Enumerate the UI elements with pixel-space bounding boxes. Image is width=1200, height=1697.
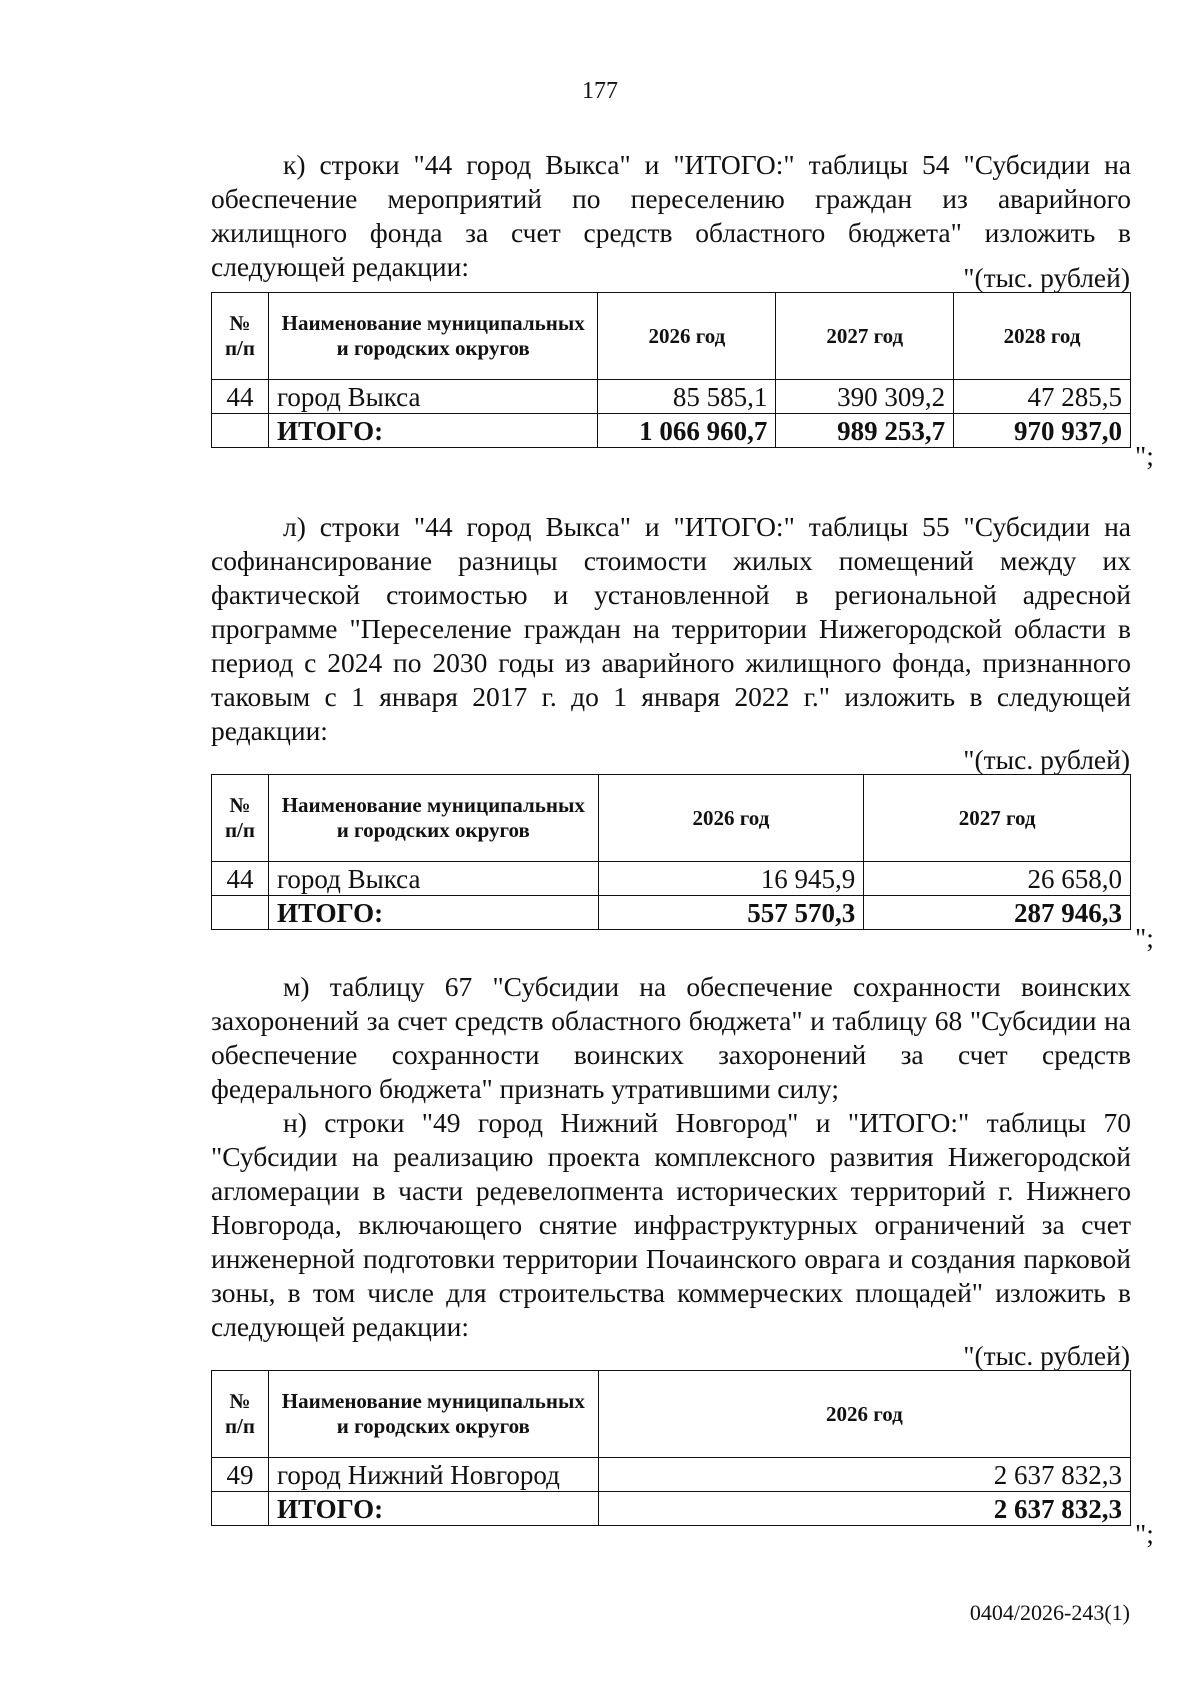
cell-2028: 47 285,5 [954,380,1131,414]
cell-total-2026: 1 066 960,7 [598,414,776,448]
header-index: № п/п [212,1371,269,1458]
cell-total-label: ИТОГО: [268,1492,598,1526]
cell-total-label: ИТОГО: [268,896,598,930]
paragraph-l: л) строки "44 город Выкса" и "ИТОГО:" таблицы 55 "Субсидии на софинансирование разницы стоимости жилых помещений между их фактической стоимостью и установленной в региональной адресной программе "Переселение граждан на территории Нижегородской области в период с 2024 по 2030 годы из аварийного жилищного фонда, признанного таковым с 1 января 2017 г. до 1 января 2022 г." изложить в следующей редакции: [211,511,1131,746]
table-header-row [212,775,1131,862]
table-total-row [212,1492,1131,1526]
table-70 [211,1370,1131,1526]
table-header-row [212,1371,1131,1458]
header-2027: 2027 год [776,293,954,380]
cell-name: город Выкса [268,380,597,414]
cell-total-2027: 989 253,7 [776,414,954,448]
header-name: Наименование муниципальных и городских округов [268,775,598,862]
cell-index [212,414,269,448]
closing-quote-k: "; [1135,440,1154,471]
cell-index [212,1492,269,1526]
header-index: № п/п [212,775,269,862]
cell-name: город Выкса [268,862,598,896]
paragraph-k: к) строки "44 город Выкса" и "ИТОГО:" таблицы 54 "Субсидии на обеспечение мероприятий по переселению граждан из аварийного жилищного фонда за счет средств областного бюджета" изложить в следующей редакции: [211,149,1131,282]
table-row [212,1458,1131,1492]
table-row [212,862,1131,896]
cell-index: 44 [212,862,269,896]
header-name: Наименование муниципальных и городских округов [268,293,597,380]
cell-name: город Нижний Новгород [268,1458,598,1492]
cell-index: 44 [212,380,269,414]
cell-total-2026: 557 570,3 [598,896,864,930]
cell-index: 49 [212,1458,269,1492]
header-2026: 2026 год [598,293,776,380]
paragraph-m: м) таблицу 67 "Субсидии на обеспечение сохранности воинских захоронений за счет средств областного бюджета" и таблицу 68 "Субсидии на обеспечение сохранности воинских захоронений за счет средств федерального бюджета" признать утратившими силу; [211,971,1131,1104]
units-label-n: "(тыс. рублей) [963,1340,1130,1371]
table-header-row [212,293,1131,380]
header-2026: 2026 год [598,1371,1130,1458]
paragraph-n: н) строки "49 город Нижний Новгород" и "ИТОГО:" таблицы 70 "Субсидии на реализацию проекта комплексного развития Нижегородской агломерации в части редевелопмента исторических территорий г. Нижнего Новгорода, включающего снятие инфраструктурных ограничений за счет инженерной подготовки территории Почаинского оврага и создания парковой зоны, в том числе для строительства коммерческих площадей" изложить в следующей редакции: [211,1107,1131,1342]
cell-2027: 26 658,0 [864,862,1131,896]
document-code: 0404/2026-243(1) [969,1600,1130,1625]
cell-total-2026: 2 637 832,3 [598,1492,1130,1526]
table-54 [211,292,1131,448]
cell-2026: 85 585,1 [598,380,776,414]
page-number: 177 [582,78,618,104]
closing-quote-n: "; [1135,1518,1154,1549]
header-index: № п/п [212,293,269,380]
cell-2027: 390 309,2 [776,380,954,414]
table-total-row [212,896,1131,930]
header-name: Наименование муниципальных и городских округов [268,1371,598,1458]
header-2026: 2026 год [598,775,864,862]
cell-total-2028: 970 937,0 [954,414,1131,448]
table-total-row [212,414,1131,448]
closing-quote-l: "; [1135,922,1154,953]
cell-2026: 2 637 832,3 [598,1458,1130,1492]
cell-total-label: ИТОГО: [268,414,597,448]
header-2028: 2028 год [954,293,1131,380]
units-label-l: "(тыс. рублей) [963,744,1130,775]
header-2027: 2027 год [864,775,1131,862]
cell-2026: 16 945,9 [598,862,864,896]
cell-total-2027: 287 946,3 [864,896,1131,930]
units-label-k: "(тыс. рублей) [963,262,1130,293]
cell-index [212,896,269,930]
table-55 [211,774,1131,930]
table-row [212,380,1131,414]
